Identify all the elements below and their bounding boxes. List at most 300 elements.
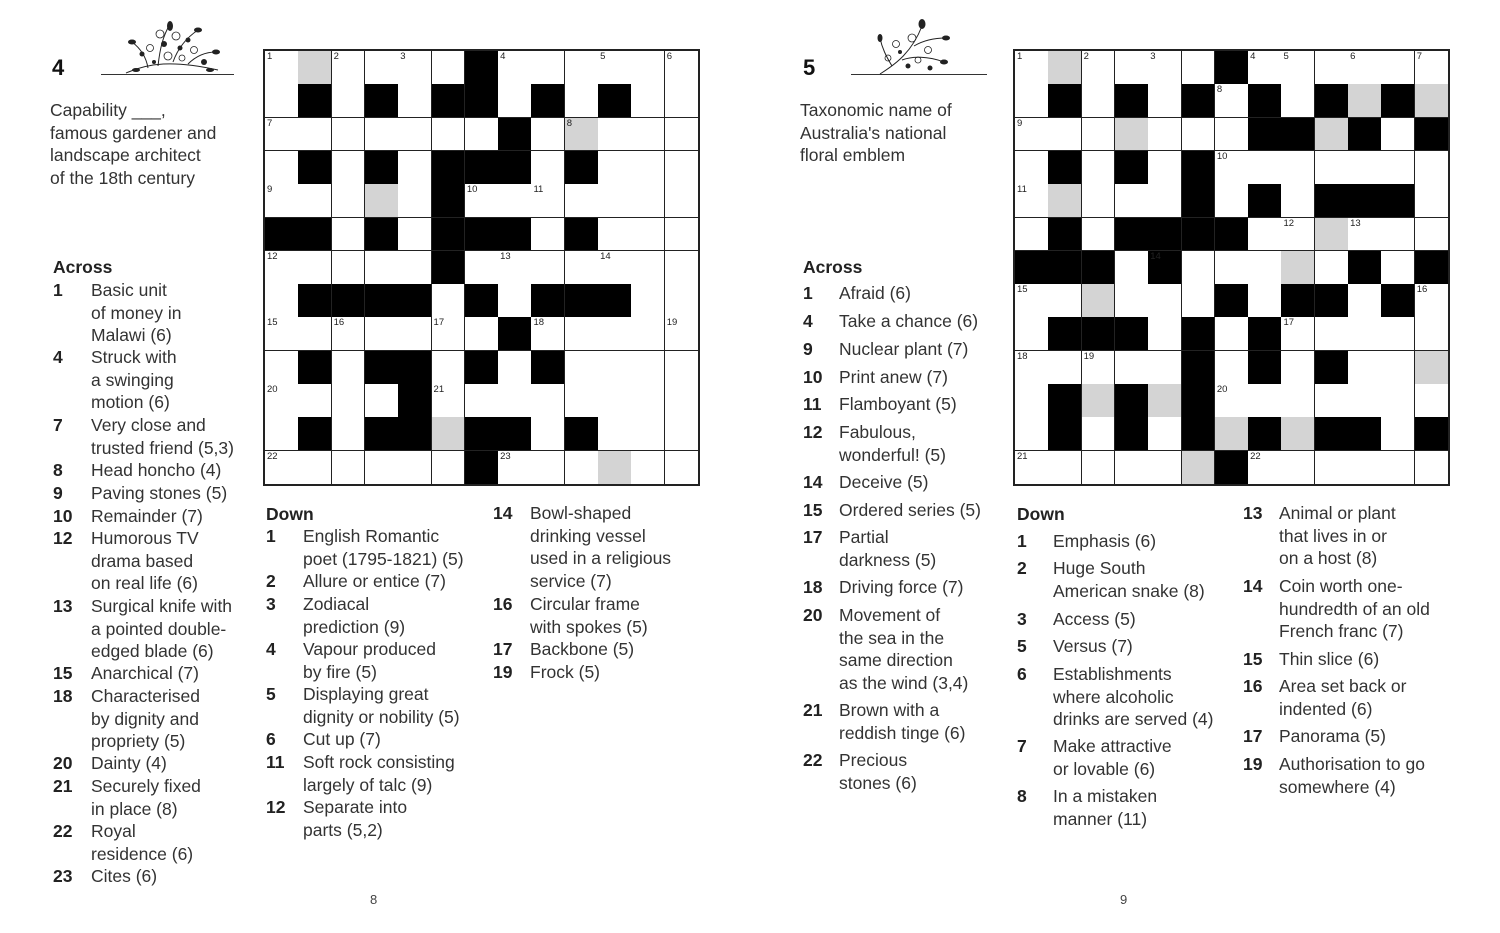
grid-cell[interactable] <box>531 251 565 285</box>
grid-cell[interactable] <box>265 451 299 485</box>
grid-cell[interactable] <box>1281 384 1315 418</box>
grid-cell[interactable] <box>1348 384 1382 418</box>
grid-cell[interactable] <box>1182 51 1216 85</box>
grid-cell[interactable] <box>565 451 599 485</box>
grid-cell[interactable] <box>1215 151 1249 185</box>
grid-block <box>531 84 565 118</box>
grid-cell[interactable] <box>1082 84 1116 118</box>
grid-cell[interactable] <box>1348 51 1382 85</box>
clue-text: Very close and trusted friend (5,3) <box>91 415 234 458</box>
grid-cell[interactable] <box>465 251 499 285</box>
clue-text: Cites (6) <box>91 866 158 886</box>
grid-cell[interactable] <box>1315 317 1349 351</box>
crossword-grid[interactable] <box>1013 49 1450 486</box>
grid-cell[interactable] <box>332 351 366 385</box>
grid-cell[interactable] <box>631 417 665 451</box>
cell-number: 15 <box>1017 284 1028 296</box>
grid-cell[interactable] <box>1281 451 1315 485</box>
grid-cell[interactable] <box>365 51 399 85</box>
grid-block <box>432 251 466 285</box>
grid-block <box>598 284 632 318</box>
grid-block <box>1315 351 1349 385</box>
grid-cell[interactable] <box>665 51 699 85</box>
grid-cell[interactable] <box>1115 351 1149 385</box>
grid-cell[interactable] <box>598 351 632 385</box>
grid-cell[interactable] <box>298 51 332 85</box>
grid-cell[interactable] <box>398 51 432 85</box>
grid-cell[interactable] <box>631 84 665 118</box>
grid-cell[interactable] <box>1148 351 1182 385</box>
grid-cell[interactable] <box>598 151 632 185</box>
grid-cell[interactable] <box>631 151 665 185</box>
grid-cell[interactable] <box>1348 84 1382 118</box>
grid-cell[interactable] <box>565 84 599 118</box>
grid-cell[interactable] <box>498 51 532 85</box>
grid-cell[interactable] <box>1048 351 1082 385</box>
grid-cell[interactable] <box>1415 218 1449 252</box>
grid-cell[interactable] <box>1248 251 1282 285</box>
grid-block <box>465 417 499 451</box>
grid-cell[interactable] <box>1148 284 1182 318</box>
cell-number: 11 <box>1017 184 1027 196</box>
grid-cell[interactable] <box>631 284 665 318</box>
grid-cell[interactable] <box>332 51 366 85</box>
grid-cell[interactable] <box>1148 317 1182 351</box>
botanical-sprig-icon <box>118 18 228 80</box>
theme-clue: Capability ___, famous gardener and landscape architect of the 18th century <box>50 100 217 188</box>
grid-cell[interactable] <box>1215 384 1249 418</box>
grid-cell[interactable] <box>1248 218 1282 252</box>
grid-cell[interactable] <box>398 118 432 152</box>
grid-cell[interactable] <box>498 184 532 218</box>
grid-cell[interactable] <box>631 118 665 152</box>
grid-cell[interactable] <box>432 51 466 85</box>
grid-cell[interactable] <box>1415 451 1449 485</box>
grid-cell[interactable] <box>565 384 599 418</box>
grid-cell[interactable] <box>298 118 332 152</box>
cell-number: 21 <box>433 384 445 396</box>
grid-cell[interactable] <box>1115 284 1149 318</box>
grid-cell[interactable] <box>531 51 565 85</box>
clue-number: 13 <box>1243 503 1263 523</box>
grid-cell[interactable] <box>1015 417 1049 451</box>
grid-cell[interactable] <box>1082 284 1116 318</box>
clue-number: 1 <box>803 283 813 303</box>
grid-cell[interactable] <box>1082 351 1116 385</box>
grid-cell[interactable] <box>1048 184 1082 218</box>
grid-cell[interactable] <box>665 284 699 318</box>
clue-text: Establishments where alcoholic drinks are served (4) <box>1053 664 1214 730</box>
grid-cell[interactable] <box>665 417 699 451</box>
cell-number: 20 <box>1216 384 1228 396</box>
grid-cell[interactable] <box>1082 384 1116 418</box>
grid-cell[interactable] <box>1082 451 1116 485</box>
grid-cell[interactable] <box>1182 118 1216 152</box>
grid-cell[interactable] <box>631 384 665 418</box>
grid-block <box>1281 284 1315 318</box>
grid-cell[interactable] <box>1315 118 1349 152</box>
grid-cell[interactable] <box>1115 118 1149 152</box>
grid-block <box>465 351 499 385</box>
grid-cell[interactable] <box>1348 317 1382 351</box>
grid-cell[interactable] <box>265 317 299 351</box>
grid-cell[interactable] <box>332 251 366 285</box>
grid-cell[interactable] <box>565 351 599 385</box>
grid-cell[interactable] <box>498 384 532 418</box>
grid-cell[interactable] <box>332 184 366 218</box>
grid-cell[interactable] <box>1315 251 1349 285</box>
clue-text: Versus (7) <box>1053 636 1133 656</box>
grid-cell[interactable] <box>332 118 366 152</box>
grid-block <box>1182 151 1216 185</box>
grid-cell[interactable] <box>665 317 699 351</box>
grid-cell[interactable] <box>332 451 366 485</box>
grid-cell[interactable] <box>531 151 565 185</box>
grid-cell[interactable] <box>598 451 632 485</box>
grid-cell[interactable] <box>1248 151 1282 185</box>
grid-cell[interactable] <box>531 417 565 451</box>
grid-cell[interactable] <box>531 317 565 351</box>
grid-cell[interactable] <box>631 317 665 351</box>
grid-cell[interactable] <box>1415 51 1449 85</box>
grid-cell[interactable] <box>332 417 366 451</box>
grid-cell[interactable] <box>265 51 299 85</box>
grid-block <box>565 151 599 185</box>
grid-block <box>1048 151 1082 185</box>
grid-cell[interactable] <box>1215 118 1249 152</box>
grid-block <box>465 451 499 485</box>
grid-cell[interactable] <box>1248 384 1282 418</box>
grid-cell[interactable] <box>1281 51 1315 85</box>
grid-cell[interactable] <box>365 384 399 418</box>
grid-cell[interactable] <box>265 84 299 118</box>
grid-cell[interactable] <box>465 118 499 152</box>
grid-block <box>1315 184 1349 218</box>
grid-cell[interactable] <box>1348 351 1382 385</box>
grid-cell[interactable] <box>432 451 466 485</box>
grid-cell[interactable] <box>531 184 565 218</box>
grid-cell[interactable] <box>1048 118 1082 152</box>
grid-block <box>565 284 599 318</box>
grid-cell[interactable] <box>1348 451 1382 485</box>
grid-cell[interactable] <box>432 317 466 351</box>
grid-cell[interactable] <box>1315 51 1349 85</box>
grid-cell[interactable] <box>1082 118 1116 152</box>
crossword-grid[interactable] <box>263 49 700 486</box>
grid-cell[interactable] <box>332 84 366 118</box>
grid-cell[interactable] <box>465 317 499 351</box>
grid-cell[interactable] <box>1148 151 1182 185</box>
grid-cell[interactable] <box>1182 451 1216 485</box>
grid-cell[interactable] <box>432 284 466 318</box>
cell-number: 4 <box>1250 51 1256 62</box>
cell-number: 7 <box>267 117 273 129</box>
grid-cell[interactable] <box>1281 417 1315 451</box>
grid-cell[interactable] <box>1015 218 1049 252</box>
grid-cell[interactable] <box>665 151 699 185</box>
grid-cell[interactable] <box>1348 218 1382 252</box>
grid-cell[interactable] <box>1381 417 1415 451</box>
grid-cell[interactable] <box>1015 451 1049 485</box>
grid-cell[interactable] <box>298 184 332 218</box>
grid-cell[interactable] <box>665 384 699 418</box>
grid-cell[interactable] <box>1348 151 1382 185</box>
grid-cell[interactable] <box>1315 451 1349 485</box>
grid-cell[interactable] <box>1381 384 1415 418</box>
grid-cell[interactable] <box>1015 51 1049 85</box>
grid-cell[interactable] <box>1381 251 1415 285</box>
clue-number: 12 <box>266 797 286 817</box>
grid-cell[interactable] <box>432 417 466 451</box>
grid-cell[interactable] <box>1015 317 1049 351</box>
grid-cell[interactable] <box>1381 51 1415 85</box>
grid-cell[interactable] <box>1148 451 1182 485</box>
grid-cell[interactable] <box>598 51 632 85</box>
grid-block <box>1348 251 1382 285</box>
grid-cell[interactable] <box>1215 351 1249 385</box>
grid-cell[interactable] <box>1248 451 1282 485</box>
grid-cell[interactable] <box>531 384 565 418</box>
grid-cell[interactable] <box>498 84 532 118</box>
grid-cell[interactable] <box>265 118 299 152</box>
grid-cell[interactable] <box>498 251 532 285</box>
grid-block <box>465 51 499 85</box>
grid-cell[interactable] <box>432 351 466 385</box>
grid-cell[interactable] <box>598 251 632 285</box>
grid-cell[interactable] <box>565 251 599 285</box>
grid-cell[interactable] <box>1415 184 1449 218</box>
grid-cell[interactable] <box>1281 317 1315 351</box>
grid-cell[interactable] <box>465 384 499 418</box>
grid-cell[interactable] <box>1015 284 1049 318</box>
grid-cell[interactable] <box>1048 451 1082 485</box>
grid-cell[interactable] <box>1148 184 1182 218</box>
grid-cell[interactable] <box>265 417 299 451</box>
grid-cell[interactable] <box>398 184 432 218</box>
cell-number: 6 <box>666 51 672 62</box>
grid-block <box>565 417 599 451</box>
grid-cell[interactable] <box>298 451 332 485</box>
grid-cell[interactable] <box>665 118 699 152</box>
grid-cell[interactable] <box>265 284 299 318</box>
grid-block <box>1248 351 1282 385</box>
grid-cell[interactable] <box>365 317 399 351</box>
cell-number: 17 <box>433 317 445 329</box>
grid-cell[interactable] <box>1381 118 1415 152</box>
grid-cell[interactable] <box>365 118 399 152</box>
clue-number: 21 <box>53 776 73 796</box>
grid-cell[interactable] <box>365 184 399 218</box>
grid-cell[interactable] <box>1082 218 1116 252</box>
grid-cell[interactable] <box>1015 84 1049 118</box>
grid-cell[interactable] <box>298 317 332 351</box>
grid-cell[interactable] <box>1115 451 1149 485</box>
grid-cell[interactable] <box>1415 84 1449 118</box>
grid-cell[interactable] <box>1315 218 1349 252</box>
grid-cell[interactable] <box>1415 317 1449 351</box>
grid-cell[interactable] <box>1381 218 1415 252</box>
grid-cell[interactable] <box>565 51 599 85</box>
grid-cell[interactable] <box>531 218 565 252</box>
clue-text: Area set back or indented (6) <box>1279 676 1407 719</box>
clue-number: 20 <box>803 605 823 625</box>
grid-cell[interactable] <box>298 384 332 418</box>
grid-cell[interactable] <box>531 118 565 152</box>
grid-cell[interactable] <box>265 251 299 285</box>
grid-cell[interactable] <box>498 351 532 385</box>
grid-cell[interactable] <box>1215 317 1249 351</box>
grid-cell[interactable] <box>631 351 665 385</box>
grid-cell[interactable] <box>1048 51 1082 85</box>
grid-cell[interactable] <box>1381 351 1415 385</box>
grid-cell[interactable] <box>365 451 399 485</box>
grid-cell[interactable] <box>1348 284 1382 318</box>
grid-cell[interactable] <box>565 118 599 152</box>
grid-cell[interactable] <box>1148 84 1182 118</box>
grid-cell[interactable] <box>465 184 499 218</box>
grid-cell[interactable] <box>1148 417 1182 451</box>
grid-block <box>1082 317 1116 351</box>
clue-number: 12 <box>53 528 73 548</box>
grid-cell[interactable] <box>1381 151 1415 185</box>
grid-cell[interactable] <box>665 251 699 285</box>
grid-cell[interactable] <box>1281 84 1315 118</box>
grid-cell[interactable] <box>332 218 366 252</box>
grid-cell[interactable] <box>398 218 432 252</box>
clue-number: 9 <box>53 483 63 503</box>
grid-cell[interactable] <box>1381 317 1415 351</box>
grid-cell[interactable] <box>665 451 699 485</box>
grid-cell[interactable] <box>1048 284 1082 318</box>
grid-cell[interactable] <box>1248 51 1282 85</box>
grid-cell[interactable] <box>1082 151 1116 185</box>
grid-cell[interactable] <box>398 251 432 285</box>
grid-cell[interactable] <box>631 184 665 218</box>
grid-cell[interactable] <box>1415 351 1449 385</box>
grid-cell[interactable] <box>1148 51 1182 85</box>
grid-cell[interactable] <box>1415 384 1449 418</box>
grid-cell[interactable] <box>1015 118 1049 152</box>
grid-cell[interactable] <box>265 351 299 385</box>
grid-cell[interactable] <box>565 184 599 218</box>
grid-cell[interactable] <box>332 317 366 351</box>
clue-text: Royal residence (6) <box>91 821 194 864</box>
grid-cell[interactable] <box>1115 251 1149 285</box>
grid-block <box>1182 84 1216 118</box>
grid-cell[interactable] <box>1015 151 1049 185</box>
grid-cell[interactable] <box>1082 184 1116 218</box>
grid-cell[interactable] <box>1148 118 1182 152</box>
grid-cell[interactable] <box>1115 184 1149 218</box>
grid-cell[interactable] <box>398 151 432 185</box>
grid-cell[interactable] <box>332 384 366 418</box>
grid-cell[interactable] <box>332 151 366 185</box>
grid-cell[interactable] <box>631 51 665 85</box>
grid-cell[interactable] <box>398 84 432 118</box>
grid-cell[interactable] <box>631 251 665 285</box>
grid-block <box>1348 184 1382 218</box>
grid-cell[interactable] <box>265 384 299 418</box>
grid-cell[interactable] <box>1215 251 1249 285</box>
grid-cell[interactable] <box>665 218 699 252</box>
cell-number: 19 <box>666 317 678 329</box>
grid-cell[interactable] <box>1281 218 1315 252</box>
clue-text: Backbone (5) <box>530 639 635 659</box>
grid-cell[interactable] <box>631 218 665 252</box>
clue-number: 6 <box>266 729 276 749</box>
grid-cell[interactable] <box>1381 451 1415 485</box>
grid-cell[interactable] <box>1015 384 1049 418</box>
grid-cell[interactable] <box>598 118 632 152</box>
clue-text: Basic unit of money in Malawi (6) <box>91 280 182 346</box>
grid-cell[interactable] <box>432 384 466 418</box>
grid-cell[interactable] <box>265 184 299 218</box>
grid-cell[interactable] <box>598 384 632 418</box>
grid-block <box>398 351 432 385</box>
grid-cell[interactable] <box>1248 284 1282 318</box>
grid-cell[interactable] <box>598 218 632 252</box>
grid-block <box>1182 351 1216 385</box>
cell-number: 17 <box>1283 317 1295 329</box>
grid-cell[interactable] <box>1415 151 1449 185</box>
grid-cell[interactable] <box>665 184 699 218</box>
grid-cell[interactable] <box>1281 151 1315 185</box>
grid-cell[interactable] <box>565 317 599 351</box>
grid-cell[interactable] <box>432 118 466 152</box>
clue-number: 19 <box>1243 754 1263 774</box>
grid-cell[interactable] <box>1182 251 1216 285</box>
grid-cell[interactable] <box>398 317 432 351</box>
grid-cell[interactable] <box>265 151 299 185</box>
grid-cell[interactable] <box>298 251 332 285</box>
grid-cell[interactable] <box>531 451 565 485</box>
grid-block <box>1048 251 1082 285</box>
grid-cell[interactable] <box>1082 51 1116 85</box>
clue-text: Authorisation to go somewhere (4) <box>1279 754 1425 797</box>
grid-cell[interactable] <box>1148 384 1182 418</box>
grid-cell[interactable] <box>498 284 532 318</box>
grid-cell[interactable] <box>1315 151 1349 185</box>
grid-cell[interactable] <box>1215 184 1249 218</box>
cell-number: 12 <box>1283 217 1295 229</box>
grid-cell[interactable] <box>1182 284 1216 318</box>
grid-cell[interactable] <box>1015 351 1049 385</box>
clue-text: Vapour produced by fire (5) <box>303 639 436 682</box>
grid-cell[interactable] <box>498 451 532 485</box>
grid-cell[interactable] <box>665 351 699 385</box>
grid-cell[interactable] <box>1215 417 1249 451</box>
grid-cell[interactable] <box>598 417 632 451</box>
grid-cell[interactable] <box>1082 417 1116 451</box>
grid-cell[interactable] <box>1415 284 1449 318</box>
grid-cell[interactable] <box>1281 184 1315 218</box>
grid-cell[interactable] <box>398 451 432 485</box>
grid-cell[interactable] <box>665 84 699 118</box>
cell-number: 18 <box>533 317 545 329</box>
grid-cell[interactable] <box>1281 351 1315 385</box>
grid-cell[interactable] <box>598 317 632 351</box>
grid-cell[interactable] <box>631 451 665 485</box>
grid-cell[interactable] <box>598 184 632 218</box>
grid-cell[interactable] <box>1115 51 1149 85</box>
clue-number: 16 <box>493 594 513 614</box>
grid-cell[interactable] <box>1215 84 1249 118</box>
grid-cell[interactable] <box>365 251 399 285</box>
grid-cell[interactable] <box>1015 184 1049 218</box>
grid-cell[interactable] <box>1281 251 1315 285</box>
clue-number: 11 <box>803 394 822 414</box>
grid-cell[interactable] <box>1315 384 1349 418</box>
